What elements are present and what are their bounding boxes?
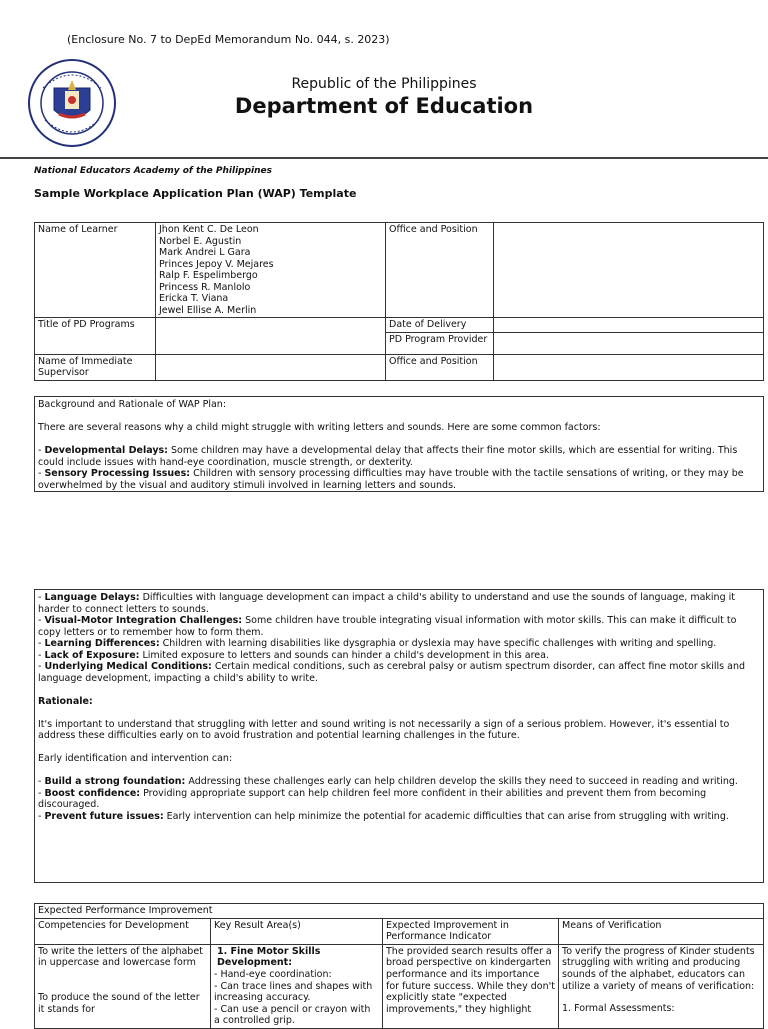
kra-item: - Can trace lines and shapes with increasing accuracy.	[214, 980, 373, 1004]
benefit-item: - Build a strong foundation: Addressing these challenges early can help children develop the skills they need to succeed in reading and writing.	[38, 776, 738, 787]
academy-name: National Educators Academy of the Philippines	[34, 166, 272, 176]
pd-title-label: Title of PD Programs	[35, 318, 156, 355]
learner-info-table	[34, 222, 764, 381]
rationale-text: It's important to understand that struggling with letter and sound writing is not necessarily a sign of a serious problem. However, it's essential to address these difficulties early on to avoid frustration and potential learning challenges in the future.	[38, 718, 730, 741]
factor-item: - Underlying Medical Conditions: Certain medical conditions, such as cerebral palsy or autism spectrum disorder, can affect fine motor skills and language development, impacting a child's ability to write.	[38, 661, 746, 684]
background-intro: There are several reasons why a child might struggle with writing letters and sounds. Here are some common factors:	[38, 422, 601, 433]
factor-text: Difficulties with language development can impact a child's ability to understand and use the sounds of language, making it harder to connect letters to sounds.	[38, 592, 735, 615]
factor-item: - Sensory Processing Issues: Children with sensory processing difficulties may have trouble with the tactile sensations of writing, or they may be overwhelmed by the visual and auditory stimuli involved in learning letters and sounds.	[38, 468, 744, 491]
competency-2: To produce the sound of the letter it stands for	[38, 991, 200, 1015]
pd-provider-label: PD Program Provider	[386, 332, 494, 354]
supervisor-label: Name of Immediate Supervisor	[35, 354, 156, 380]
col-header: Expected Improvement in Performance Indicator	[383, 918, 559, 944]
date-delivery-value	[494, 318, 764, 333]
factor-text: Children with sensory processing difficulties may have trouble with the tactile sensations of writing, or they may be overwhelmed by the visual and auditory stimuli involved in learning letters and sounds.	[38, 468, 744, 491]
verification-cell	[559, 944, 764, 1028]
benefit-text: Addressing these challenges early can help children develop the skills they need to succeed in reading and writing.	[185, 776, 738, 787]
supervisor-office-label: Office and Position	[386, 354, 494, 380]
office-position-value	[494, 223, 764, 318]
col-header: Means of Verification	[559, 918, 764, 944]
factor-term: Underlying Medical Conditions:	[44, 661, 212, 672]
improvement-cell: The provided search results offer a broad perspective on kindergarten performance and its importance for future success. While they don't explicitly state "expected improvements," they highlight	[383, 944, 559, 1028]
verification-text: To verify the progress of Kinder students struggling with writing and producing sounds of the alphabet, educators can utilize a variety of means of verification:	[562, 945, 755, 992]
benefit-item: - Prevent future issues: Early intervention can help minimize the potential for academic difficulties that can arise from struggling with writing.	[38, 810, 729, 822]
learner-names: Jhon Kent C. De Leon Norbel E. Agustin Mark Andrei L Gara Princes Jepoy V. Mejares Ralp F. Espelimbergo Princess R. Manlolo Ericka T. Viana Jewel Ellise A. Merlin	[156, 223, 386, 318]
performance-table	[34, 903, 764, 1029]
factor-item: - Lack of Exposure: Limited exposure to letters and sounds can hinder a child's development in this area.	[38, 649, 549, 661]
col-header: Key Result Area(s)	[211, 918, 383, 944]
department-title: Department of Education	[234, 94, 534, 118]
early-intervention-text: Early identification and intervention can:	[38, 753, 233, 764]
benefit-item: - Boost confidence: Providing appropriate support can help children feel more confident in their abilities and prevent them from becoming discouraged.	[38, 787, 707, 810]
factor-text: Some children have trouble integrating visual information with motor skills. This can make it difficult to copy letters or to remember how to form them.	[38, 615, 737, 638]
factor-text: Certain medical conditions, such as cerebral palsy or autism spectrum disorder, can affect fine motor skills and language development, impacting a child's ability to write.	[38, 661, 746, 684]
factor-item: - Visual-Motor Integration Challenges: Some children have trouble integrating visual information with motor skills. This can make it difficult to copy letters or to remember how to form them.	[38, 615, 737, 638]
benefit-text: Early intervention can help minimize the potential for academic difficulties that can arise from struggling with writing.	[163, 810, 729, 822]
kra-item: - Can use a pencil or crayon with a controlled grip.	[214, 1003, 371, 1027]
republic-heading: Republic of the Philippines	[291, 76, 477, 92]
factor-text: Limited exposure to letters and sounds can hinder a child's development in this area.	[139, 649, 549, 661]
factor-term: Visual-Motor Integration Challenges:	[44, 615, 243, 626]
col-header: Competencies for Development	[35, 918, 211, 944]
pd-provider-value	[494, 332, 764, 354]
factor-term: Lack of Exposure:	[44, 649, 140, 661]
background-box	[34, 396, 764, 492]
kra-title: 1. Fine Motor Skills Development:	[217, 945, 321, 969]
header-divider	[0, 157, 768, 159]
benefit-text: Providing appropriate support can help children feel more confident in their abilities and prevent them from becoming discouraged.	[38, 787, 707, 810]
rationale-box	[34, 589, 764, 883]
rationale-heading: Rationale:	[38, 695, 93, 707]
factor-item: - Learning Differences: Children with learning disabilities like dysgraphia or dyslexia may have specific challenges with writing and spelling.	[38, 638, 717, 649]
background-heading: Background and Rationale of WAP Plan:	[38, 399, 227, 410]
factor-term: Learning Differences:	[44, 638, 160, 649]
factor-text: Children with learning disabilities like dysgraphia or dyslexia may have specific challenges with writing and spelling.	[159, 638, 717, 649]
performance-title: Expected Performance Improvement	[35, 904, 764, 919]
benefit-term: Build a strong foundation:	[44, 776, 186, 787]
deped-seal-icon	[27, 58, 117, 148]
competency-1: To write the letters of the alphabet in uppercase and lowercase form	[38, 945, 203, 969]
office-position-label: Office and Position	[386, 223, 494, 318]
factor-term: Sensory Processing Issues:	[44, 468, 191, 479]
supervisor-office-value	[494, 354, 764, 380]
competency-cell	[35, 944, 211, 1028]
pd-title-value	[156, 318, 386, 355]
factor-text: Some children may have a developmental delay that affects their fine motor skills, which are essential for writing. This could include issues with hand-eye coordination, muscle strength, or dexterity.	[38, 445, 738, 468]
date-delivery-label: Date of Delivery	[386, 318, 494, 333]
factor-term: Developmental Delays:	[44, 445, 168, 456]
kra-item: - Hand-eye coordination:	[214, 968, 332, 980]
factor-term: Language Delays:	[44, 592, 140, 603]
verification-item: 1. Formal Assessments:	[562, 1003, 675, 1015]
benefit-term: Prevent future issues:	[44, 810, 164, 822]
enclosure-note: (Enclosure No. 7 to DepEd Memorandum No. 044, s. 2023)	[67, 33, 390, 46]
template-title: Sample Workplace Application Plan (WAP) Template	[34, 187, 357, 200]
kra-cell	[211, 944, 383, 1028]
learner-label: Name of Learner	[35, 223, 156, 318]
benefit-term: Boost confidence:	[44, 787, 141, 799]
factor-item: - Language Delays: Difficulties with language development can impact a child's ability to understand and use the sounds of language, making it harder to connect letters to sounds.	[38, 592, 735, 615]
factor-item: - Developmental Delays: Some children may have a developmental delay that affects their fine motor skills, which are essential for writing. This could include issues with hand-eye coordination, muscle strength, or dexterity.	[38, 445, 738, 468]
supervisor-value	[156, 354, 386, 380]
